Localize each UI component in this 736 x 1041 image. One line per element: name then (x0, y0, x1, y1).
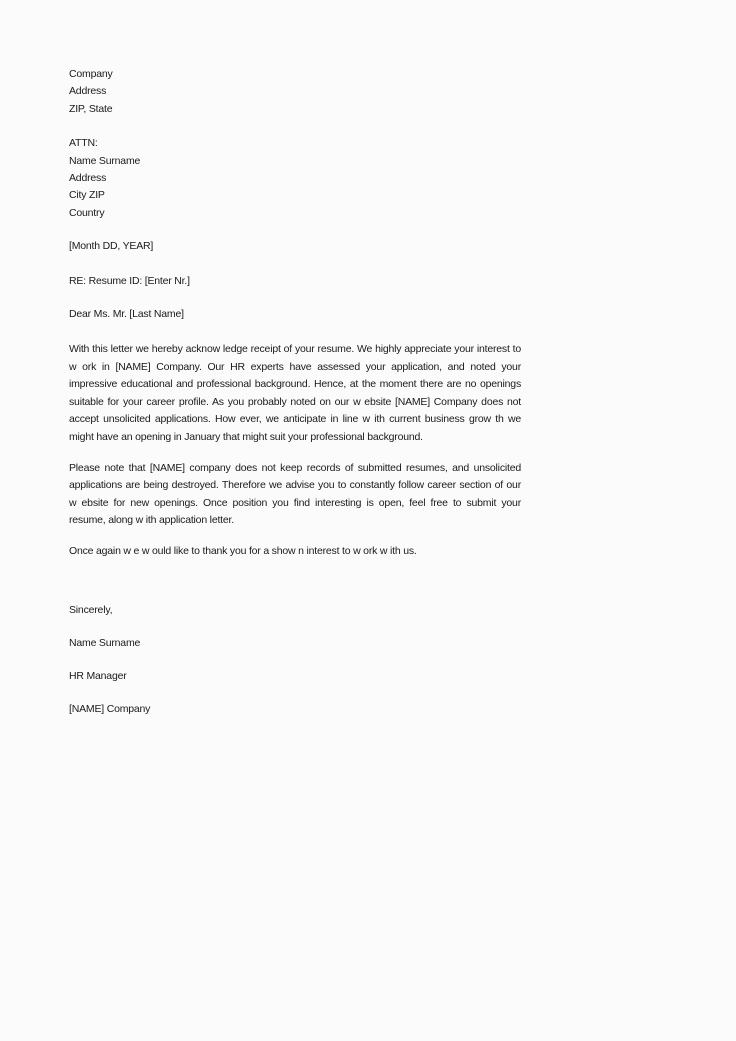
body-paragraph-3: Once again w e w ould like to thank you for a show n interest to w ork w ith us. (69, 544, 417, 557)
recipient-block (69, 135, 521, 222)
recipient-address: Address (69, 172, 107, 185)
subject-line: RE: Resume ID: [Enter Nr.] (69, 274, 190, 287)
body-paragraph-2: Please note that [NAME] company does not keep records of submitted resumes, and unsolicited applications are being destroyed. Therefore we advise you to constantly follow career section of our w ebsite for new openings. Once position you find interesting is open, feel free to submit your resume, along w ith application letter. (69, 461, 521, 527)
sender-zip-state: ZIP, State (69, 102, 113, 115)
signature-title: HR Manager (69, 669, 127, 682)
sender-block (69, 66, 521, 118)
sender-address: Address (69, 85, 107, 98)
date-line: [Month DD, YEAR] (69, 240, 154, 253)
recipient-country: Country (69, 206, 105, 219)
letter-body (69, 66, 521, 719)
sender-company: Company (69, 68, 113, 80)
signature-name: Name Surname (69, 637, 141, 650)
recipient-city-zip: City ZIP (69, 189, 105, 202)
recipient-attn: ATTN: (69, 137, 98, 150)
signature-company: [NAME] Company (69, 703, 151, 716)
recipient-name: Name Surname (69, 154, 141, 167)
closing: Sincerely, (69, 603, 113, 616)
body-paragraph-1: With this letter we hereby acknow ledge receipt of your resume. We highly appreciate your interest to w ork in [NAME] Company. Our HR experts have assessed your application, and noted your impressive educational and professional background. Hence, at the moment there are no openings suitable for your career profile. As you probably noted on our w ebsite [NAME] Company does not accept unsolicited applications. How ever, we anticipate in line w ith current business grow th we might have an opening in January that might suit your professional background. (69, 343, 521, 443)
salutation: Dear Ms. Mr. [Last Name] (69, 308, 184, 321)
